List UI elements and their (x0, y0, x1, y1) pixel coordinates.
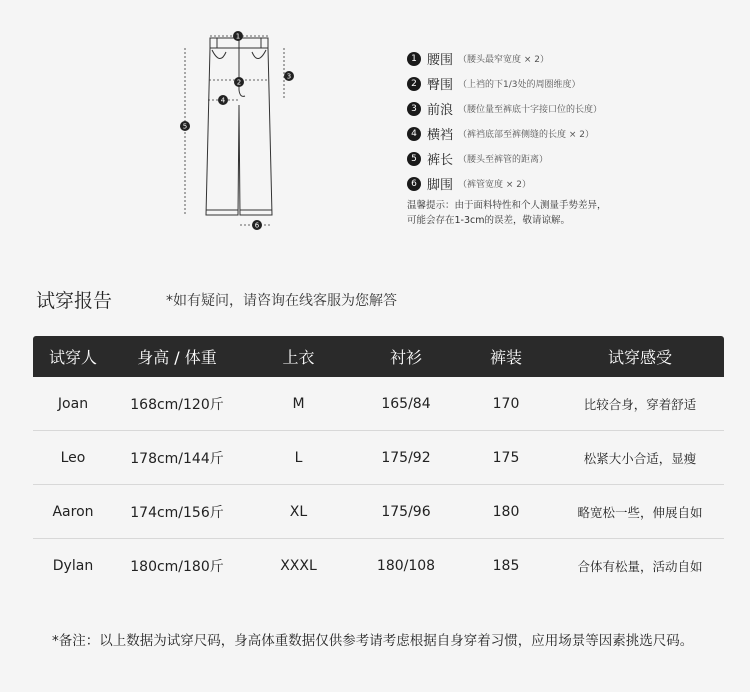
table-cell: 168cm/120斤 (130, 396, 224, 413)
column-header: 试穿人 (48, 348, 97, 367)
table-cell: 比较合身，穿着舒适 (583, 396, 697, 412)
table-cell: 略宽松一些，伸展自如 (577, 504, 703, 520)
table-cell: 170 (492, 395, 520, 412)
table-cell: 合体有松量，活动自如 (577, 558, 703, 574)
legend-name: 臀围 (427, 78, 454, 93)
section-note: *如有疑问，请咨询在线客服为您解答 (166, 293, 397, 309)
table-cell: XL (289, 503, 308, 520)
legend-name: 横裆 (427, 128, 454, 143)
footnote: *备注：以上数据为试穿尺码，身高体重数据仅供参考请考虑根据自身穿着习惯，应用场景等因素挑选尺码。 (52, 633, 694, 649)
table-cell: Dylan (52, 557, 94, 574)
table-row (33, 377, 724, 431)
column-header: 裤装 (489, 348, 522, 367)
table-row (33, 431, 724, 485)
legend-name: 腰围 (427, 53, 454, 68)
table-cell: 174cm/156斤 (130, 504, 224, 521)
table-cell: M (292, 395, 305, 412)
table-cell: 175/96 (381, 503, 431, 520)
table-header (33, 336, 724, 377)
table-cell: 175 (492, 449, 520, 466)
number-badge: 2 (407, 77, 421, 91)
column-header: 身高 / 体重 (137, 348, 217, 367)
svg-text:3: 3 (286, 72, 292, 81)
legend-name: 前浪 (427, 103, 454, 118)
svg-text:4: 4 (220, 96, 226, 105)
legend-item (407, 146, 602, 171)
table-cell: L (294, 449, 303, 466)
legend-item (407, 121, 602, 146)
tip-line: 可能会存在1-3cm的误差，敬请谅解。 (407, 215, 570, 226)
svg-text:1: 1 (235, 32, 241, 41)
table-cell: Leo (60, 449, 86, 466)
svg-text:2: 2 (236, 78, 242, 87)
number-badge: 6 (407, 177, 421, 191)
legend-item (407, 96, 602, 121)
section-title: 试穿报告 (36, 290, 113, 312)
legend-desc: （腰头至裤管的距离） (458, 155, 549, 165)
table-cell: 165/84 (381, 395, 431, 412)
column-header: 上衣 (282, 348, 315, 367)
tip-line: 温馨提示：由于面料特性和个人测量手势差异， (407, 200, 607, 211)
number-badge: 5 (407, 152, 421, 166)
legend-item (407, 171, 602, 196)
table-cell: 178cm/144斤 (130, 450, 224, 467)
legend-desc: （腰位量至裤底十字接口位的长度） (458, 105, 603, 115)
table-row (33, 539, 724, 592)
table-cell: 松紧大小合适，显瘦 (583, 450, 697, 466)
table-cell: Joan (57, 395, 89, 412)
table-cell: 180/108 (376, 557, 436, 574)
legend-name: 脚围 (427, 178, 454, 193)
legend-desc: （裤管宽度 × 2） (458, 180, 532, 190)
measurement-legend (407, 46, 602, 196)
column-header: 试穿感受 (607, 348, 672, 367)
legend-name: 裤长 (427, 153, 454, 168)
legend-item (407, 46, 602, 71)
column-header: 衬衫 (389, 348, 422, 367)
number-badge: 4 (407, 127, 421, 141)
table-row (33, 485, 724, 539)
table-cell: Aaron (52, 503, 94, 520)
table-cell: 180cm/180斤 (130, 558, 224, 575)
table-cell: 175/92 (381, 449, 431, 466)
legend-desc: （上裆的下1/3处的周圈维度） (458, 80, 581, 90)
number-badge: 3 (407, 102, 421, 116)
legend-desc: （腰头最窄宽度 × 2） (458, 55, 550, 65)
number-badge: 1 (407, 52, 421, 66)
svg-text:6: 6 (254, 221, 260, 230)
measurement-tip (407, 198, 637, 228)
table-cell: 180 (492, 503, 520, 520)
fitting-report-table (33, 336, 724, 592)
table-cell: XXXL (280, 557, 317, 574)
svg-text:5: 5 (182, 122, 188, 131)
pants-measurement-diagram (170, 20, 320, 235)
table-cell: 185 (492, 557, 520, 574)
legend-item (407, 71, 602, 96)
legend-desc: （裤裆底部至裤侧缝的长度 × 2） (458, 130, 595, 140)
